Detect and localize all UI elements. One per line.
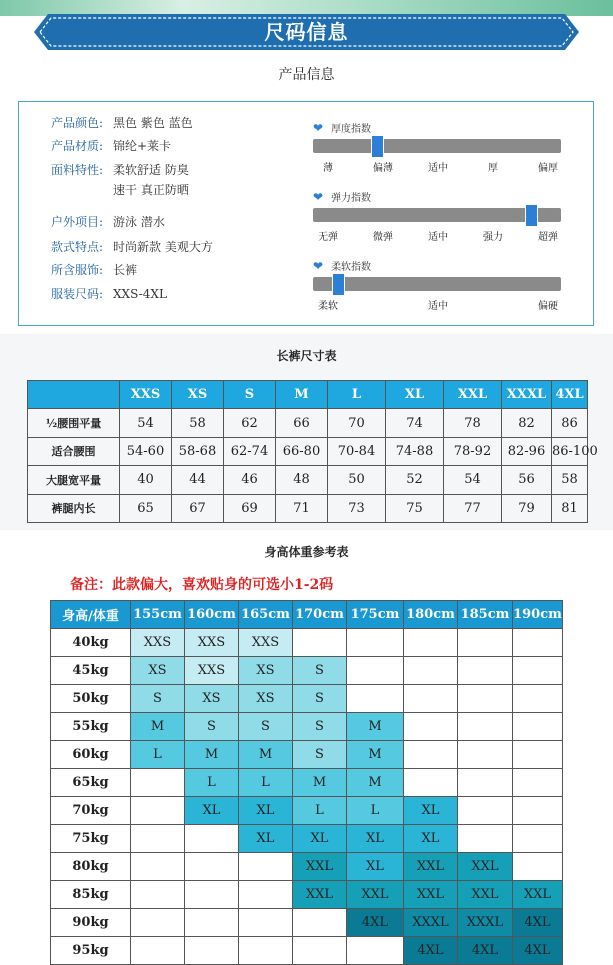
size-recommendation-cell <box>239 881 293 909</box>
size-recommendation-cell <box>131 769 185 797</box>
height-column-header: 180cm <box>404 601 458 629</box>
size-recommendation-cell: S <box>293 685 347 713</box>
size-recommendation-cell: 4XL <box>513 909 563 937</box>
heart-icon: ❤ <box>313 190 324 204</box>
size-column-header: M <box>276 381 328 409</box>
size-recommendation-cell: L <box>185 769 239 797</box>
size-column-header: XS <box>172 381 224 409</box>
size-recommendation-cell: XXL <box>404 881 458 909</box>
size-recommendation-cell <box>293 937 347 965</box>
size-recommendation-cell <box>458 713 513 741</box>
info-value: XXS-4XL <box>113 287 167 301</box>
row-header: 裤腿内长 <box>28 494 120 522</box>
heart-icon: ❤ <box>313 121 324 135</box>
size-column-header: L <box>328 381 386 409</box>
size-recommendation-cell: S <box>293 657 347 685</box>
size-column-header <box>28 381 120 409</box>
height-weight-table <box>50 600 563 965</box>
size-cell: 86-100 <box>552 437 588 465</box>
size-column-header: XXL <box>444 381 502 409</box>
size-recommendation-cell: S <box>131 685 185 713</box>
size-recommendation-cell: S <box>185 713 239 741</box>
slider-tick-label: 偏厚 <box>538 163 558 174</box>
size-cell: 40 <box>120 466 172 494</box>
size-recommendation-cell <box>458 741 513 769</box>
height-column-header: 160cm <box>185 601 239 629</box>
slider-title: 厚度指数 <box>331 124 372 135</box>
size-cell: 58 <box>172 409 224 437</box>
size-cell: 54 <box>120 409 172 437</box>
size-column-header: 4XL <box>552 381 588 409</box>
slider-tick-label: 偏硬 <box>538 301 558 312</box>
table-row <box>28 494 588 522</box>
size-cell: 79 <box>502 494 552 522</box>
size-recommendation-cell: XS <box>131 657 185 685</box>
size-recommendation-cell: L <box>131 741 185 769</box>
size-recommendation-cell <box>513 853 563 881</box>
slider-title: 弹力指数 <box>331 193 372 204</box>
size-recommendation-cell <box>347 685 404 713</box>
size-recommendation-cell: M <box>293 769 347 797</box>
size-cell: 67 <box>172 494 224 522</box>
size-cell: 52 <box>386 466 444 494</box>
size-recommendation-cell: 4XL <box>404 937 458 965</box>
table-row <box>28 437 588 465</box>
row-header: 大腿宽平量 <box>28 466 120 494</box>
size-recommendation-cell: 4XL <box>513 937 563 965</box>
weight-row-header: 60kg <box>51 741 131 769</box>
table-row <box>51 713 563 741</box>
size-cell: 66-80 <box>276 437 328 465</box>
info-label: 户外项目: <box>51 215 104 229</box>
size-recommendation-cell <box>239 909 293 937</box>
size-column-header: XL <box>386 381 444 409</box>
weight-row-header: 70kg <box>51 797 131 825</box>
slider-tick-label: 偏薄 <box>373 163 393 174</box>
size-recommendation-cell: S <box>293 713 347 741</box>
size-recommendation-cell: XL <box>239 797 293 825</box>
height-column-header: 165cm <box>239 601 293 629</box>
slider-header <box>313 258 371 273</box>
size-recommendation-cell <box>185 825 239 853</box>
size-recommendation-cell <box>404 685 458 713</box>
weight-row-header: 75kg <box>51 825 131 853</box>
size-recommendation-cell: XS <box>185 685 239 713</box>
size-table-title: 长裤尺寸表 <box>276 349 337 363</box>
height-column-header: 170cm <box>293 601 347 629</box>
size-recommendation-cell <box>458 657 513 685</box>
table-row <box>51 937 563 965</box>
size-column-header: XXXL <box>502 381 552 409</box>
size-recommendation-cell: M <box>131 713 185 741</box>
info-label: 款式特点: <box>51 240 104 254</box>
size-recommendation-cell <box>513 825 563 853</box>
slider-knob <box>332 273 345 296</box>
size-recommendation-cell: XL <box>347 853 404 881</box>
size-cell: 82-96 <box>502 437 552 465</box>
size-recommendation-cell <box>347 937 404 965</box>
info-label: 面料特性: <box>51 163 104 177</box>
size-recommendation-cell <box>458 797 513 825</box>
size-recommendation-cell <box>513 713 563 741</box>
size-recommendation-cell <box>513 797 563 825</box>
info-row-material <box>51 137 171 154</box>
info-row-style <box>51 238 213 255</box>
size-recommendation-cell <box>513 629 563 657</box>
size-recommendation-cell: XXL <box>347 881 404 909</box>
slider-tick-label: 超弹 <box>538 232 558 243</box>
size-recommendation-cell: XXXL <box>458 909 513 937</box>
table-row <box>51 797 563 825</box>
size-recommendation-cell: M <box>185 741 239 769</box>
size-cell: 78-92 <box>444 437 502 465</box>
size-recommendation-cell <box>131 937 185 965</box>
weight-row-header: 55kg <box>51 713 131 741</box>
slider-tick-label: 厚 <box>488 163 498 174</box>
size-cell: 75 <box>386 494 444 522</box>
size-cell: 77 <box>444 494 502 522</box>
size-recommendation-cell <box>458 769 513 797</box>
size-cell: 70-84 <box>328 437 386 465</box>
height-column-header: 155cm <box>131 601 185 629</box>
weight-row-header: 65kg <box>51 769 131 797</box>
reference-table-title: 身高体重参考表 <box>264 545 349 559</box>
size-recommendation-cell <box>131 909 185 937</box>
size-recommendation-cell: M <box>239 741 293 769</box>
size-recommendation-cell: L <box>347 797 404 825</box>
size-cell: 46 <box>224 466 276 494</box>
size-recommendation-cell: XXL <box>404 853 458 881</box>
size-cell: 69 <box>224 494 276 522</box>
row-header: 适合腰围 <box>28 437 120 465</box>
slider-tick-label: 无弹 <box>318 232 338 243</box>
size-recommendation-cell: XXL <box>458 853 513 881</box>
table-row <box>51 741 563 769</box>
size-recommendation-cell: M <box>347 769 404 797</box>
size-cell: 71 <box>276 494 328 522</box>
size-table-header <box>28 381 588 409</box>
size-recommendation-cell: M <box>347 741 404 769</box>
size-recommendation-cell: XXL <box>513 881 563 909</box>
weight-row-header: 45kg <box>51 657 131 685</box>
size-recommendation-cell: XS <box>239 685 293 713</box>
size-recommendation-cell: XL <box>404 797 458 825</box>
info-row-fabric <box>51 161 189 178</box>
size-cell: 70 <box>328 409 386 437</box>
size-recommendation-cell <box>131 853 185 881</box>
size-recommendation-cell: XXL <box>293 881 347 909</box>
info-value: 长裤 <box>113 263 138 277</box>
reference-table-header <box>51 601 563 629</box>
weight-row-header: 95kg <box>51 937 131 965</box>
size-note: 备注：此款偏大，喜欢贴身的可选小1-2码 <box>70 577 334 593</box>
info-value: 游泳 潜水 <box>113 215 165 229</box>
weight-row-header: 50kg <box>51 685 131 713</box>
size-cell: 65 <box>120 494 172 522</box>
size-cell: 62-74 <box>224 437 276 465</box>
size-cell: 74-88 <box>386 437 444 465</box>
size-recommendation-cell <box>239 937 293 965</box>
info-value: 速干 真正防晒 <box>113 183 189 197</box>
size-recommendation-cell: 4XL <box>458 937 513 965</box>
size-recommendation-cell: 4XL <box>347 909 404 937</box>
size-cell: 82 <box>502 409 552 437</box>
size-column-header: XXS <box>120 381 172 409</box>
product-info-title: 产品信息 <box>278 67 335 83</box>
size-cell: 50 <box>328 466 386 494</box>
size-recommendation-cell: XL <box>239 825 293 853</box>
height-column-header: 身高/体重 <box>51 601 131 629</box>
size-cell: 62 <box>224 409 276 437</box>
size-cell: 58-68 <box>172 437 224 465</box>
size-recommendation-cell <box>404 657 458 685</box>
size-recommendation-cell: S <box>239 713 293 741</box>
table-row <box>51 825 563 853</box>
slider-track <box>313 208 561 222</box>
size-recommendation-cell <box>185 909 239 937</box>
size-recommendation-cell: XS <box>239 657 293 685</box>
size-recommendation-cell: L <box>293 797 347 825</box>
size-column-header: S <box>224 381 276 409</box>
table-row <box>51 881 563 909</box>
size-recommendation-cell <box>458 685 513 713</box>
size-recommendation-cell: XXXL <box>404 909 458 937</box>
size-recommendation-cell: S <box>293 741 347 769</box>
info-row-apparel <box>51 261 137 278</box>
table-row <box>28 409 588 437</box>
slider-tick-label: 微弹 <box>373 232 393 243</box>
size-cell: 48 <box>276 466 328 494</box>
size-recommendation-cell <box>293 909 347 937</box>
size-recommendation-cell: XXS <box>185 657 239 685</box>
size-cell: 81 <box>552 494 588 522</box>
size-recommendation-cell <box>404 769 458 797</box>
product-info-box <box>18 101 594 326</box>
size-recommendation-cell <box>185 881 239 909</box>
weight-row-header: 90kg <box>51 909 131 937</box>
slider-tick-label: 适中 <box>428 301 448 312</box>
table-row <box>51 909 563 937</box>
weight-row-header: 80kg <box>51 853 131 881</box>
size-recommendation-cell: XXL <box>458 881 513 909</box>
info-row-activity <box>51 213 165 230</box>
height-column-header: 190cm <box>513 601 563 629</box>
slider-header <box>313 189 371 204</box>
info-row-size-range <box>51 285 167 302</box>
size-cell: 54 <box>444 466 502 494</box>
row-header: ½腰围平量 <box>28 409 120 437</box>
table-row <box>51 657 563 685</box>
size-recommendation-cell <box>513 657 563 685</box>
info-label: 所含服饰: <box>51 263 104 277</box>
size-recommendation-cell: XL <box>185 797 239 825</box>
size-cell: 58 <box>552 466 588 494</box>
table-row <box>51 685 563 713</box>
size-recommendation-cell <box>347 657 404 685</box>
size-recommendation-cell <box>458 825 513 853</box>
size-recommendation-cell <box>458 629 513 657</box>
size-recommendation-cell: XL <box>347 825 404 853</box>
size-recommendation-cell <box>131 825 185 853</box>
slider-knob <box>371 135 384 158</box>
slider-track <box>313 277 561 291</box>
slider-header <box>313 120 371 135</box>
size-table <box>27 380 598 523</box>
size-recommendation-cell <box>513 769 563 797</box>
info-value: 柔软舒适 防臭 <box>113 163 189 177</box>
table-row <box>28 466 588 494</box>
slider-tick-label: 适中 <box>428 163 448 174</box>
size-recommendation-cell: XXS <box>239 629 293 657</box>
slider-tick-label: 柔软 <box>318 301 338 312</box>
size-cell: 78 <box>444 409 502 437</box>
size-recommendation-cell: XXL <box>293 853 347 881</box>
size-recommendation-cell <box>293 629 347 657</box>
size-recommendation-cell <box>404 741 458 769</box>
size-cell: 54-60 <box>120 437 172 465</box>
info-value: 时尚新款 美观大方 <box>113 240 213 254</box>
heart-icon: ❤ <box>313 259 324 273</box>
weight-row-header: 85kg <box>51 881 131 909</box>
size-recommendation-cell: XXS <box>131 629 185 657</box>
size-cell: 73 <box>328 494 386 522</box>
weight-row-header: 40kg <box>51 629 131 657</box>
info-label: 产品材质: <box>51 139 104 153</box>
size-recommendation-cell: XL <box>404 825 458 853</box>
slider-tick-label: 薄 <box>323 163 333 174</box>
info-label: 服装尺码: <box>51 287 104 301</box>
size-recommendation-cell <box>185 937 239 965</box>
size-recommendation-cell <box>513 741 563 769</box>
table-row <box>51 853 563 881</box>
slider-tick-label: 适中 <box>428 232 448 243</box>
height-column-header: 175cm <box>347 601 404 629</box>
slider-track <box>313 139 561 153</box>
slider-knob <box>525 204 538 227</box>
size-recommendation-cell <box>185 853 239 881</box>
info-row-color <box>51 114 193 131</box>
table-row <box>51 629 563 657</box>
size-cell: 44 <box>172 466 224 494</box>
info-value: 锦纶+莱卡 <box>113 139 172 153</box>
size-recommendation-cell <box>239 853 293 881</box>
size-recommendation-cell <box>404 629 458 657</box>
size-recommendation-cell <box>347 629 404 657</box>
size-cell: 74 <box>386 409 444 437</box>
table-row <box>51 769 563 797</box>
info-label: 产品颜色: <box>51 116 104 130</box>
size-recommendation-cell: M <box>347 713 404 741</box>
size-recommendation-cell <box>131 881 185 909</box>
size-cell: 66 <box>276 409 328 437</box>
size-recommendation-cell <box>131 797 185 825</box>
size-cell: 56 <box>502 466 552 494</box>
size-recommendation-cell <box>404 713 458 741</box>
info-value: 黑色 紫色 蓝色 <box>113 116 193 130</box>
height-column-header: 185cm <box>458 601 513 629</box>
info-row-fabric-2 <box>51 181 189 198</box>
slider-tick-label: 强力 <box>483 232 503 243</box>
size-recommendation-cell: L <box>239 769 293 797</box>
slider-title: 柔软指数 <box>331 262 372 273</box>
size-cell: 86 <box>552 409 588 437</box>
size-recommendation-cell: XXS <box>185 629 239 657</box>
banner-title: 尺码信息 <box>264 20 349 44</box>
size-recommendation-cell: XL <box>293 825 347 853</box>
size-recommendation-cell <box>513 685 563 713</box>
